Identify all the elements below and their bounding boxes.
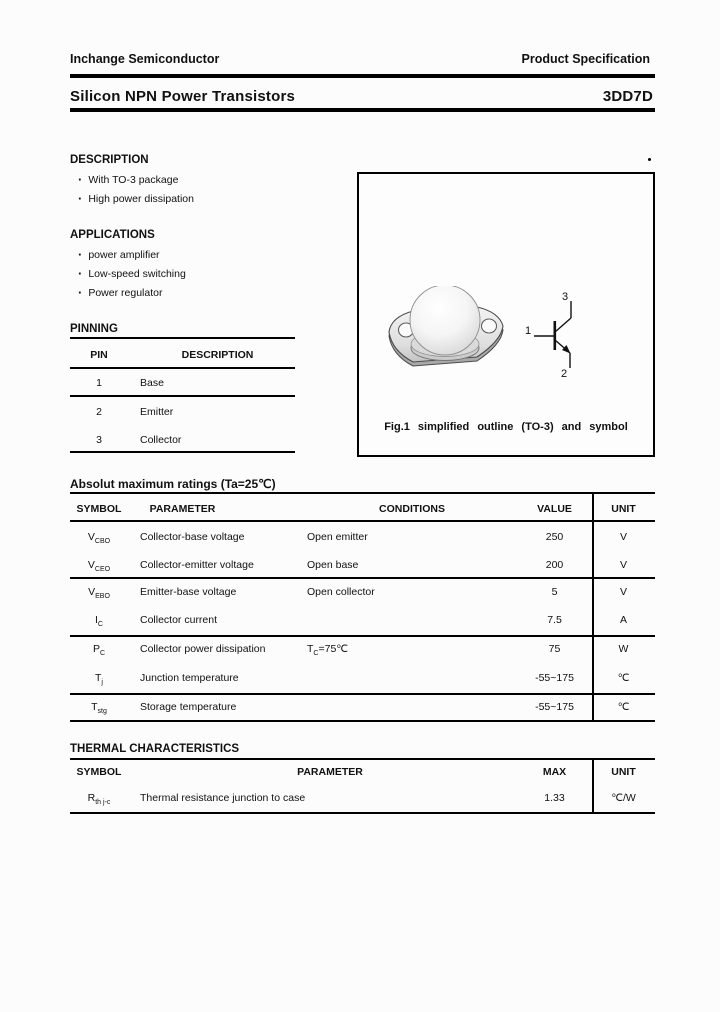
ratings-col-value: VALUE	[537, 503, 572, 515]
rating-value: -55~175	[535, 701, 574, 713]
pin-description: Collector	[140, 434, 182, 446]
header-rule-top	[70, 74, 655, 78]
rating-parameter: Collector current	[140, 614, 218, 626]
thermal-heading: THERMAL CHARACTERISTICS	[70, 743, 240, 755]
rating-value: 75	[548, 643, 561, 655]
rating-parameter: Collector-emitter voltage	[140, 559, 254, 571]
rating-unit: A	[619, 614, 627, 626]
thermal-max-value: 1.33	[544, 792, 565, 804]
rating-parameter: Junction temperature	[140, 672, 239, 684]
pinning-rule	[70, 395, 295, 397]
rating-symbol: $V_{CEO}$	[87, 559, 111, 574]
rating-parameter: Collector-base voltage	[140, 531, 245, 543]
rating-symbol: $T_j$	[95, 672, 103, 687]
thermal-col-unit: UNIT	[611, 766, 636, 778]
thermal-col-symbol: SYMBOL	[76, 766, 122, 778]
ratings-rule	[70, 577, 655, 579]
ratings-rule	[70, 635, 655, 637]
ratings-col-symbol: SYMBOL	[76, 503, 122, 515]
pinning-col-description: DESCRIPTION	[181, 349, 254, 361]
thermal-unit: ℃/W	[611, 792, 636, 804]
pin-number: 3	[96, 434, 102, 446]
rating-value: 200	[545, 559, 564, 571]
rating-conditions: Open base	[307, 559, 359, 571]
rating-symbol: $V_{CBO}$	[87, 531, 111, 546]
figure-pin-label-base: 1	[524, 325, 532, 337]
pinning-rule	[70, 337, 295, 339]
ratings-rule-top	[70, 492, 655, 494]
rating-unit: ℃	[617, 672, 630, 684]
rating-symbol: $T_{stg}$	[91, 701, 107, 716]
rating-parameter: Storage temperature	[140, 701, 237, 713]
ratings-heading: Absolut maximum ratings (Ta=25℃)	[70, 477, 276, 491]
rating-conditions: $T_C=75℃$	[307, 643, 349, 658]
rating-value: 5	[551, 586, 558, 598]
rating-symbol: $I_C$	[95, 614, 103, 629]
rating-value: 250	[545, 531, 564, 543]
pin-description: Base	[140, 377, 164, 389]
application-item: · power amplifier	[78, 247, 160, 262]
application-item: · Power regulator	[78, 285, 162, 300]
ratings-col-conditions: CONDITIONS	[379, 503, 445, 515]
rating-value: 7.5	[547, 614, 562, 626]
company-name: Inchange Semiconductor	[70, 52, 220, 66]
application-item: · Low-speed switching	[78, 266, 186, 281]
ratings-rule	[70, 520, 655, 522]
thermal-col-max: MAX	[542, 766, 567, 778]
pinning-col-pin: PIN	[90, 349, 108, 361]
thermal-col-parameter: PARAMETER	[297, 766, 363, 778]
pin-number: 2	[96, 406, 102, 418]
rating-symbol: $P_C$	[92, 643, 106, 658]
ratings-col-parameter: PARAMETER	[149, 503, 216, 515]
description-heading: DESCRIPTION	[70, 154, 149, 166]
thermal-unit-divider	[592, 758, 594, 814]
figure-caption: Fig.1 simplified outline (TO-3) and symbol	[384, 421, 628, 433]
scan-speck	[648, 158, 651, 161]
pinning-rule	[70, 451, 295, 453]
thermal-symbol: $R_{th j-c}$	[87, 792, 111, 807]
rating-unit: V	[619, 559, 627, 571]
ratings-col-unit: UNIT	[611, 503, 636, 515]
pin-number: 1	[96, 377, 102, 389]
part-number: 3DD7D	[602, 88, 653, 105]
thermal-rule-bottom	[70, 812, 655, 814]
thermal-rule-top	[70, 758, 655, 760]
rating-unit: W	[618, 643, 629, 655]
ratings-unit-divider	[592, 492, 594, 722]
rating-symbol: $V_{EBO}$	[88, 586, 110, 601]
rating-unit: V	[619, 586, 627, 598]
rating-value: -55~175	[535, 672, 574, 684]
ratings-rule-bottom	[70, 720, 655, 722]
rating-parameter: Collector power dissipation	[140, 643, 266, 655]
figure-pin-label-emitter: 2	[560, 368, 568, 380]
thermal-parameter: Thermal resistance junction to case	[140, 792, 306, 804]
to3-package-image	[383, 286, 513, 374]
ratings-rule	[70, 693, 655, 695]
applications-heading: APPLICATIONS	[70, 229, 155, 241]
rating-unit: ℃	[617, 701, 630, 713]
rating-conditions: Open emitter	[307, 531, 368, 543]
page-title: Silicon NPN Power Transistors	[70, 88, 296, 105]
pinning-rule	[70, 367, 295, 369]
rating-parameter: Emitter-base voltage	[140, 586, 237, 598]
pinning-heading: PINNING	[70, 323, 118, 335]
description-item: · High power dissipation	[78, 191, 194, 206]
pin-description: Emitter	[140, 406, 174, 418]
description-item: · With TO-3 package	[78, 172, 178, 187]
rating-conditions: Open collector	[307, 586, 375, 598]
header-rule-bottom	[70, 108, 655, 112]
figure-pin-label-collector: 3	[561, 291, 569, 303]
doc-type: Product Specification	[521, 52, 650, 66]
rating-unit: V	[619, 531, 627, 543]
